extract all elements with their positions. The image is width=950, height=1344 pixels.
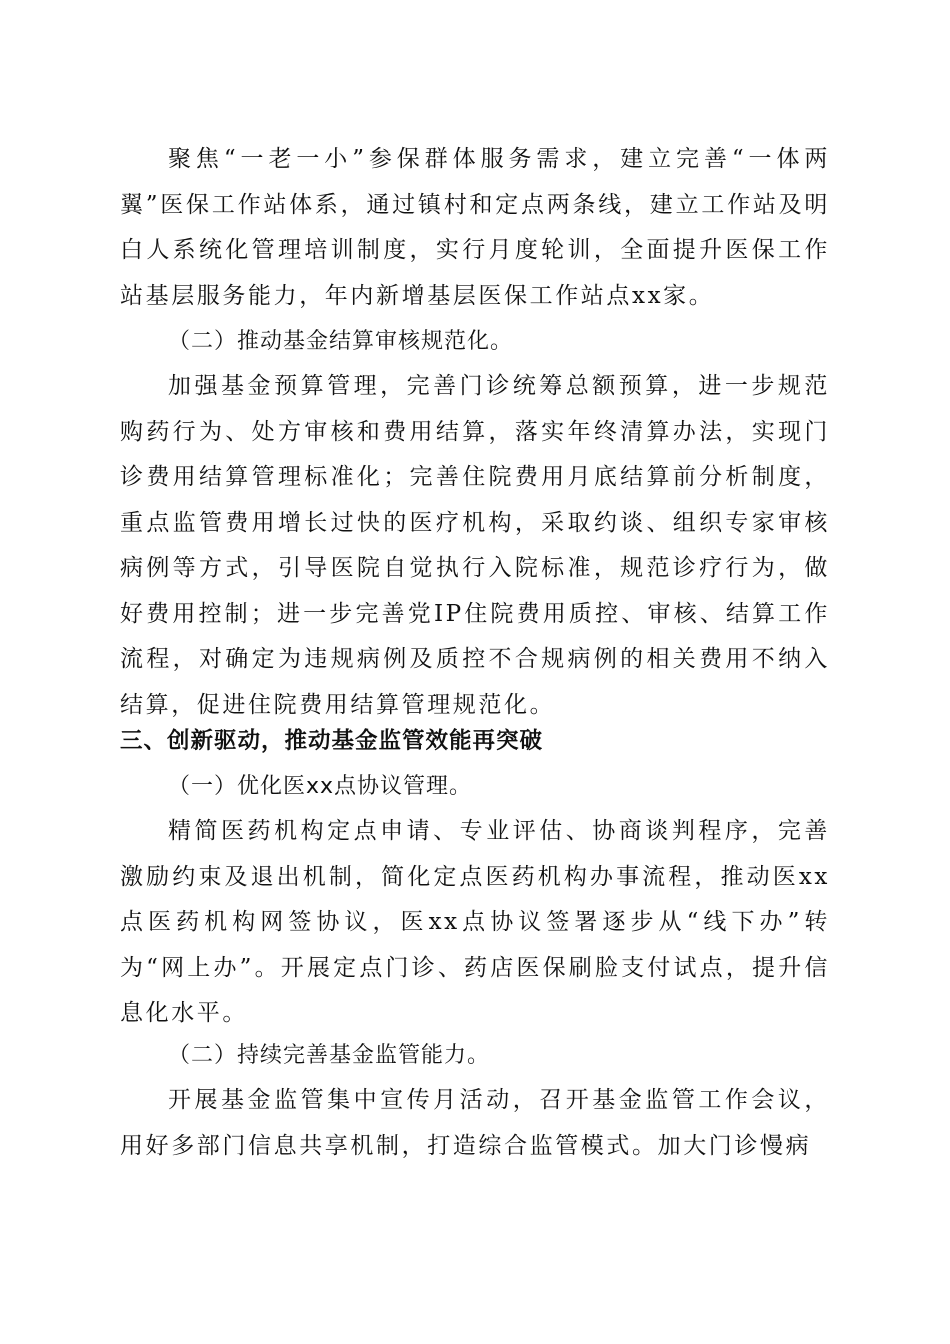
subheading-fund-settlement: （二）推动基金结算审核规范化。: [168, 329, 514, 354]
paragraph-fund-budget-management: 加强基金预算管理，完善门诊统筹总额预算，进一步规范购药行为、处方审核和费用结算，落实年终清算办法，实现门诊费用结算管理标准化；完善住院费用月底结算前分析制度，重点监管费用增长过快的医疗机构，采取约谈、组织专家审核病例等方式，引导医院自觉执行入院标准，规范诊疗行为，做好费用控制；进一步完善党IP住院费用质控、审核、结算工作流程，对确定为违规病例及质控不合规病例的相关费用不纳入结算，促进住院费用结算管理规范化。: [120, 373, 830, 718]
paragraph-supervision-campaign: 开展基金监管集中宣传月活动，召开基金监管工作会议，用好多部门信息共享机制，打造综合监管模式。加大门诊慢病: [120, 1087, 830, 1159]
subheading-fund-supervision: （二）持续完善基金监管能力。: [168, 1043, 491, 1068]
subheading-agreement-management: （一）优化医xx点协议管理。: [168, 774, 473, 799]
paragraph-designated-institutions: 精简医药机构定点申请、专业评估、协商谈判程序，完善激励约束及退出机制，简化定点医药机构办事流程，推动医xx点医药机构网签协议，医xx点协议签署逐步从“线下办”转为“网上办”。开展定点门诊、药店医保刷脸支付试点，提升信息化水平。: [120, 818, 830, 1026]
section-heading-innovation: 三、创新驱动，推动基金监管效能再突破: [120, 728, 544, 754]
paragraph-work-station-system: 聚焦“一老一小”参保群体服务需求，建立完善“一体两翼”医保工作站体系，通过镇村和定点两条线，建立工作站及明白人系统化管理培训制度，实行月度轮训，全面提升医保工作站基层服务能力，年内新增基层医保工作站点xx家。: [120, 146, 830, 309]
